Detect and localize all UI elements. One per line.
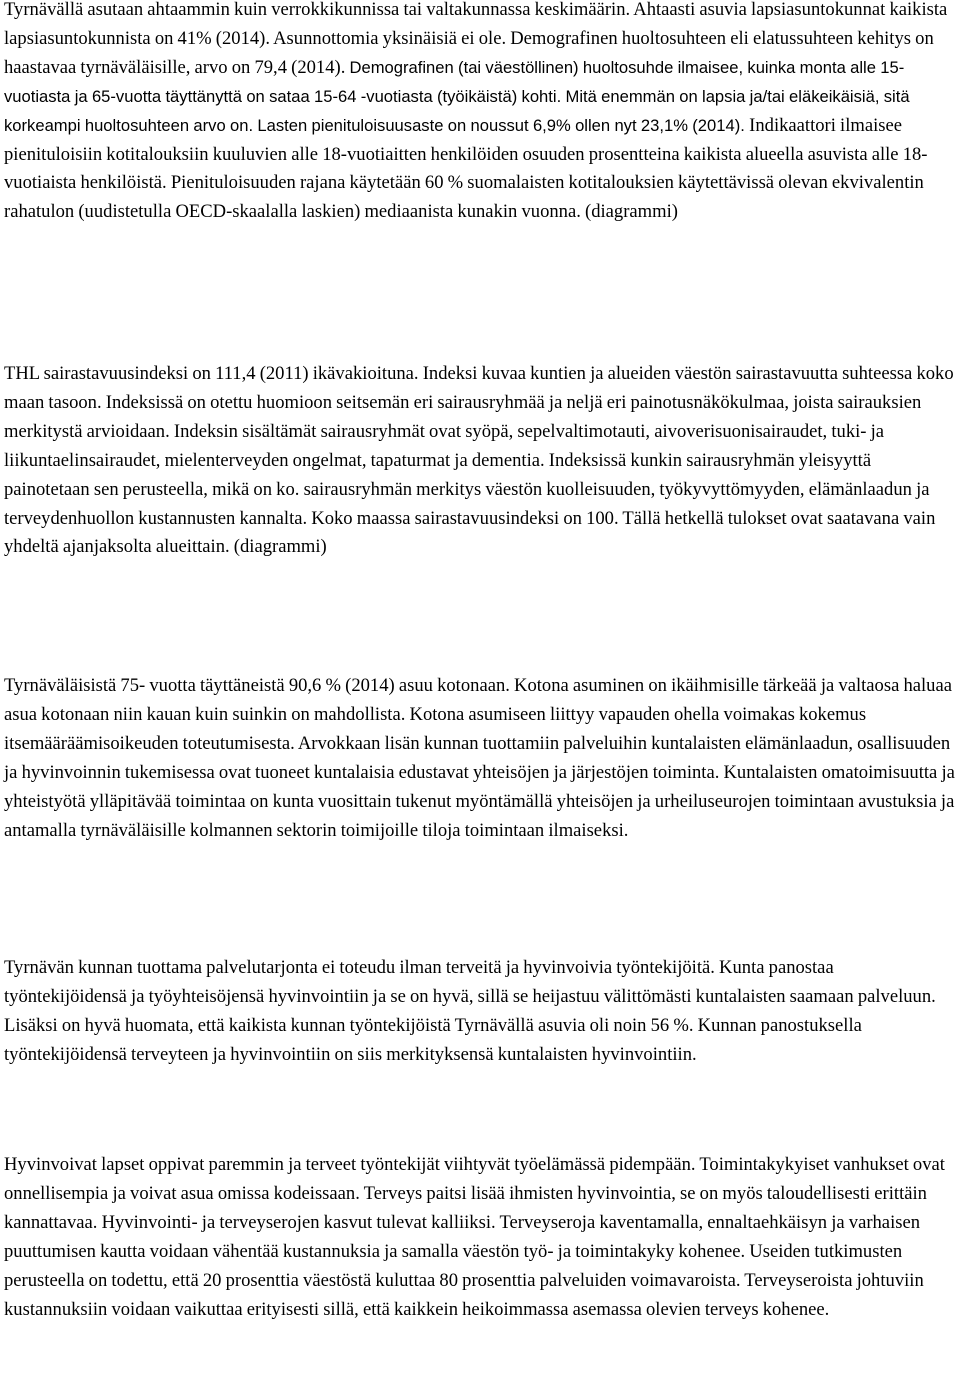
paragraph-municipal-employees	[4, 954, 956, 1070]
paragraph-morbidity-index	[4, 360, 956, 562]
paragraph-housing-dependency-ratio	[4, 0, 956, 227]
paragraph-text-sans: Demografinen (tai väestöllinen) huoltosuhde ilmaisee, kuinka monta alle 15-vuotiasta ja 65-vuotta täyttänyttä on sataa 15-64 -vuotiasta (työikäistä) kohti. Mitä enemmän on lapsia ja/tai eläkeikäisiä, sitä korkeampi huoltosuhteen arvo on. Lasten pienituloisuusaste on noussut 6,9% ollen nyt 23,1% (2014).	[4, 57, 910, 135]
paragraph-text: Tyrnävällä asutaan ahtaammin kuin verrokkikunnissa tai valtakunnassa keskimäärin. Ahtaasti asuvia lapsiasuntokunnat kaikista lapsiasuntokunnista on 41% (2014). Asunnottomia yksinäisiä ei ole. Demografinen huoltosuhteen eli elatussuhteen kehitys on haastavaa tyrnäväläisille, arvo on 79,4 (2014).	[4, 0, 948, 78]
paragraph-text: Tyrnävän kunnan tuottama palvelutarjonta ei toteudu ilman terveitä ja hyvinvoivia työntekijöitä. Kunta panostaa työntekijöidensä ja työyhteisöjensä hyvinvointiin ja se on hyvä, sillä se heijastuu välittömästi kuntalaisten saamaan palveluun. Lisäksi on hyvä huomata, että kaikista kunnan työntekijöistä Tyrnävällä asuvia oli noin 56 %. Kunnan panostuksella työntekijöidensä terveyteen ja hyvinvointiin on siis merkityksensä kuntalaisten hyvinvointiin.	[4, 957, 936, 1065]
paragraph-text: THL sairastavuusindeksi on 111,4 (2011) ikävakioituna. Indeksi kuvaa kuntien ja alueiden väestön sairastavuutta suhteessa koko maan tasoon. Indeksissä on otettu huomioon seitsemän eri sairausryhmää ja neljä eri painotusnäkökulmaa, joista sairauksien merkitystä arvioidaan. Indeksin sisältämät sairausryhmät ovat syöpä, sepelvaltimotauti, aivoverisuonisairaudet, tuki- ja liikuntaelinsairaudet, mielenterveyden ongelmat, tapaturmat ja dementia. Indeksissä kunkin sairausryhmän yleisyyttä painotetaan sen perusteella, mikä on ko. sairausryhmän merkitys väestön kuolleisuuden, työkyvyttömyyden, elämänlaadun ja terveydenhuollon kustannusten kannalta. Koko maassa sairastavuusindeksi on 100. Tällä hetkellä tulokset ovat saatavana vain yhdeltä ajanjaksolta alueittain. (diagrammi)	[4, 363, 954, 558]
paragraph-health-inequality	[4, 1151, 956, 1324]
paragraph-text: Indikaattori ilmaisee pienituloisiin kotitalouksiin kuuluvien alle 18-vuotiaitten henkilöiden osuuden prosentteina kaikista alueella asuvista alle 18-vuotiaista henkilöistä. Pienituloisuuden rajana käytetään 60 % suomalaisten kotitalouksien käytettävissä olevan ekvivalentin rahatulon (uudistetulla OECD-skaalalla laskien) mediaanista kunakin vuonna. (diagrammi)	[4, 114, 928, 223]
paragraph-text: Hyvinvoivat lapset oppivat paremmin ja terveet työntekijät viihtyvät työelämässä pidempään. Toimintakykyiset vanhukset ovat onnellisempia ja voivat asua omissa kodeissaan. Terveys paitsi lisää ihmisten hyvinvointia, se on myös taloudellisesti erittäin kannattavaa. Hyvinvointi- ja terveyserojen kasvut tulevat kalliiksi. Terveyseroja kaventamalla, ennaltaehkäisyn ja varhaisen puuttumisen kautta voidaan vähentää kustannuksia ja samalla väestön työ- ja toimintakyky kohenee. Useiden tutkimusten perusteella on todettu, että 20 prosenttia väestöstä kuluttaa 80 prosenttia palveluiden voimavaroista. Terveyseroista johtuviin kustannuksiin voidaan vaikuttaa erityisesti sillä, että kaikkein heikoimmassa asemassa olevien terveys kohenee.	[4, 1154, 945, 1320]
paragraph-text: Tyrnäväläisistä 75- vuotta täyttäneistä 90,6 % (2014) asuu kotonaan. Kotona asuminen on ikäihmisille tärkeää ja valtaosa haluaa asua kotonaan niin kauan kuin suinkin on mahdollista. Kotona asumiseen liittyy vapauden ohella voimakas kokemus itsemääräämisoikeuden toteutumisesta. Arvokkaan lisän kunnan tuottamiin palveluihin kuntalaisten elämänlaadun, osallisuuden ja hyvinvoinnin tukemisessa ovat tuoneet kuntalaisia edustavat yhteisöjen ja järjestöjen toiminta. Kuntalaisten omatoimisuutta ja yhteistyötä ylläpitävää toimintaa on kunta vuosittain tukenut myöntämällä yhteisöjen ja urheiluseurojen toimintaan avustuksia ja antamalla tyrnäväläisille kolmannen sektorin toimijoille tiloja toimintaan ilmaiseksi.	[4, 675, 955, 841]
paragraph-elderly-home-living	[4, 672, 956, 845]
